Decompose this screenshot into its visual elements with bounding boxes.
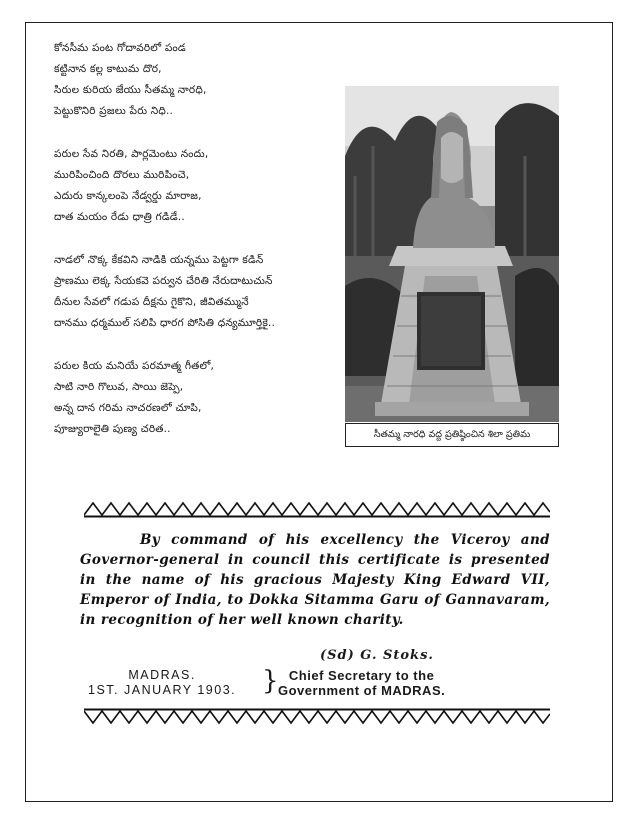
poem-line: దాత మయం రేడు ధాత్రి గడిడే.. <box>54 211 185 223</box>
poem-line: పరుల కియ మనియే పరమాత్మ గీతలో, <box>54 360 215 372</box>
poem-line: పెట్టుకొనిరి ప్రజలు పేరు నిధి.. <box>54 105 174 117</box>
poem-line: నాడలో నొక్క కేకవిని నాడికి యన్నము పెట్టగా కడిన్ <box>54 254 264 266</box>
poem-line: పరుల సేవ నిరతి, పార్లమెంటు నందు, <box>54 148 209 160</box>
certificate-text <box>80 530 550 630</box>
officer-government: Government of MADRAS. <box>278 683 446 698</box>
poem-line: ఎదురు కాన్కలంపె నేడ్వర్డు మారాజ, <box>54 190 202 202</box>
certificate-signature: (Sd) G. Stoks. <box>320 648 434 663</box>
poem-stanza-4 <box>54 356 339 440</box>
poem-stanza-3 <box>54 250 339 334</box>
poem-stanza-1 <box>54 38 339 122</box>
decorative-border-top <box>84 500 550 518</box>
telugu-poem <box>54 38 339 462</box>
officer-title: Chief Secretary to the <box>288 668 435 683</box>
poem-line: అన్న దాన గరిమ నాచరణలో చూపి, <box>54 402 202 414</box>
poem-line: పూజ్యురాలైతి పుణ్య చరిత.. <box>54 423 171 435</box>
poem-line: ప్రాణము లెక్క సేయకవె పర్వున చేరితి నేరుదాటుచున్ <box>54 275 273 287</box>
poem-line: సాటి నారి గొలువ, సాయి జెప్పె, <box>54 381 184 393</box>
poem-line: దానము ధర్మముల్ సలిపి ధారగ పోసితి ధన్యమూర్తికై.. <box>54 317 276 329</box>
poem-line: దీనుల సేవలో గడుప దీక్షను గైకొని, జీవితమ్మునే <box>54 296 249 308</box>
poem-line: మురిపించింది దొరలు మురిపించె, <box>54 169 190 181</box>
certificate-date: 1ST. JANUARY 1903. <box>88 683 237 697</box>
decorative-border-bottom <box>84 708 550 726</box>
certificate-place-date <box>88 668 236 698</box>
certificate-place: MADRAS. <box>128 668 196 682</box>
poem-line: కట్టినాన కల్ల కాటుమ దొర, <box>54 63 162 75</box>
certificate-body: By command of his excellency the Viceroy and Governor-general in council this certificate is presented in the name of his gracious Majesty King Edward VII, Emperor of India, to Dokka Sitamma Garu of Gannavaram, in recognition of her well known charity. <box>80 532 550 628</box>
poem-line: సిరుల కురియ జేయు సీతమ్మ నారధి, <box>54 84 207 96</box>
certificate-officer <box>278 668 445 698</box>
statue-photo <box>345 86 559 422</box>
poem-stanza-2 <box>54 144 339 228</box>
brace-glyph: } <box>262 666 279 696</box>
poem-line: కోనసీమ పంట గోదావరిలో పండ <box>54 42 186 54</box>
photo-caption: సీతమ్మ నారధి వద్ద ప్రతిష్ఠించిన శిలా ప్రతిమ <box>345 423 559 447</box>
